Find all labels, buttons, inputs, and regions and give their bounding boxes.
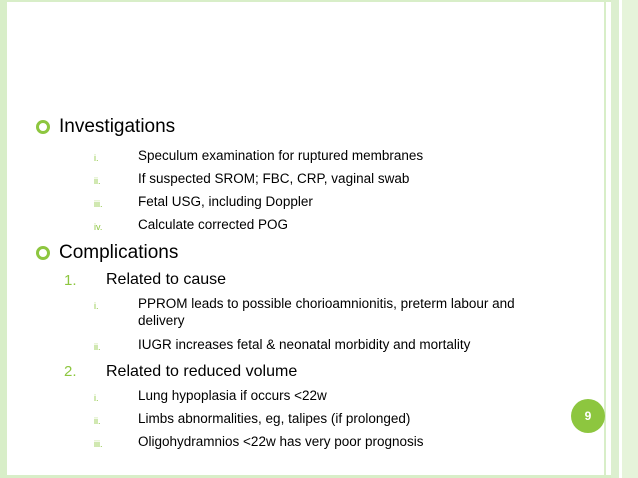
- item-number: iv.: [94, 222, 103, 232]
- group-heading: [64, 268, 596, 292]
- slide-number-badge: 9: [571, 399, 605, 433]
- list-item: [94, 387, 596, 410]
- item-text: Lung hypoplasia if occurs <22w: [138, 388, 327, 403]
- group-label: Related to reduced volume: [106, 362, 298, 380]
- section-heading: Complications: [59, 242, 179, 263]
- item-text: Fetal USG, including Doppler: [138, 194, 313, 209]
- item-text: PPROM leads to possible chorioamnionitis, preterm labour and delivery: [138, 296, 515, 328]
- slide-content: [36, 112, 596, 456]
- right-stripe: [611, 0, 619, 478]
- item-text: IUGR increases fetal & neonatal morbidity and mortality: [138, 337, 471, 352]
- right-stripe: [622, 0, 638, 478]
- list-item: [94, 193, 596, 216]
- top-border: [7, 0, 619, 2]
- ring-bullet-icon: [36, 246, 50, 260]
- item-number: ii.: [94, 176, 101, 186]
- item-number: i.: [94, 393, 99, 403]
- item-number: ii.: [94, 342, 101, 352]
- item-text: Calculate corrected POG: [138, 217, 289, 232]
- item-number: i.: [94, 301, 99, 311]
- item-text: Oligohydramnios <22w has very poor prognosis: [138, 434, 424, 449]
- group-number: 1.: [64, 271, 77, 289]
- list-item: [94, 336, 596, 359]
- item-number: ii.: [94, 416, 101, 426]
- item-text: Limbs abnormalities, eg, talipes (if prolonged): [138, 411, 411, 426]
- section-complications: [36, 238, 596, 268]
- item-number: i.: [94, 153, 99, 163]
- item-text: Speculum examination for ruptured membranes: [138, 148, 424, 163]
- ring-bullet-icon: [36, 120, 50, 134]
- list-item: [94, 170, 596, 193]
- list-item: [94, 295, 596, 336]
- group-number: 2.: [64, 363, 77, 380]
- section-heading: Investigations: [59, 116, 176, 137]
- list-item: [94, 147, 596, 170]
- item-number: iii.: [94, 199, 103, 209]
- group-label: Related to cause: [106, 271, 227, 288]
- item-number: iii.: [94, 439, 103, 449]
- list-item: [94, 216, 596, 238]
- left-border: [0, 0, 7, 478]
- item-text: If suspected SROM; FBC, CRP, vaginal swab: [138, 171, 410, 186]
- right-stripe: [604, 0, 606, 478]
- list-item: [94, 433, 596, 456]
- list-item: [94, 410, 596, 433]
- group-heading: [64, 359, 596, 384]
- section-investigations: [36, 112, 596, 142]
